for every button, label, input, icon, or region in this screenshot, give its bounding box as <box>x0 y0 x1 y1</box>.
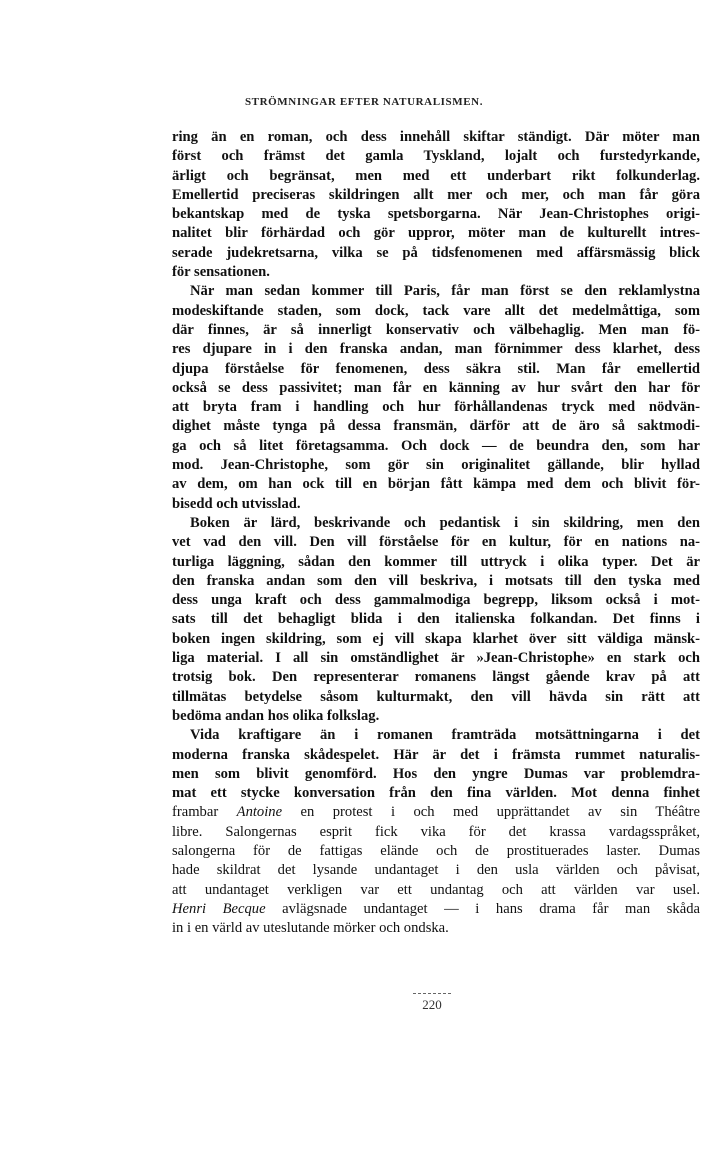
text-line: tillmätas betydelse såsom kulturmakt, den vill hävda sin rätt att <box>172 688 700 705</box>
text-line: Vida kraftigare än i romanen framträda motsättningarna i det <box>190 727 700 744</box>
text-line: liga material. I all sin omständlighet är »Jean-Christophe» en stark och <box>172 650 700 667</box>
page-number-rule <box>413 993 451 995</box>
text-line: den franska andan som den vill beskriva, i motsats till den tyska med <box>172 572 700 589</box>
text-line: vet vad den vill. Den vill förståelse för en kultur, för en nations na- <box>172 534 700 551</box>
page-number: 220 <box>422 997 442 1012</box>
text-segment: avlägsnade undantaget — i hans drama får man skåda <box>282 900 700 917</box>
text-line: salongerna för de fattigas elände och de prostituerades laster. Dumas <box>172 842 700 859</box>
running-head: STRÖMNINGAR EFTER NATURALISMEN. <box>244 96 484 108</box>
text-segment: frambar <box>172 804 219 821</box>
text-line: bedöma andan hos olika folkslag. <box>172 707 380 724</box>
text-line: av dem, om han ock till en början fått kämpa med dem och blivit för- <box>172 476 700 493</box>
text-line: boken ingen skildring, som ej vill skapa klarhet över sitt väldiga mänsk- <box>172 630 700 647</box>
text-line: När man sedan kommer till Paris, får man först se den reklamlystna <box>190 283 700 300</box>
text-line: dighet måste tynga på dessa fransmän, därför att de äro så saktmodi- <box>172 418 700 435</box>
text-line: att undantaget verkligen var ett undantag och att världen var usel. <box>172 881 700 898</box>
text-line: bekantskap med de tyska spetsborgarna. När Jean-Christophes origi- <box>172 206 700 223</box>
text-line: Emellertid preciseras skildringen allt mer och mer, och man får göra <box>172 186 700 203</box>
text-line: djupa förståelse för fenomenen, dess säkra stil. Man får emellertid <box>172 360 700 377</box>
text-line: serade judekretsarna, vilka se på tidsfenomenen med affärsmässig blick <box>172 244 700 261</box>
text-line: men som blivit genomförd. Hos den yngre Dumas var problemdra- <box>172 765 700 782</box>
text-line <box>172 803 700 822</box>
text-line: för sensationen. <box>172 264 270 281</box>
text-line: res djupare in i den franska andan, man förnimmer dess klarhet, dess <box>172 341 700 358</box>
text-line: nalitet blir förhärdad och gör uppror, möter man de kulturellt intres- <box>172 225 700 242</box>
text-line <box>172 900 700 919</box>
text-line: ring än en roman, och dess innehåll skiftar ständigt. Där möter man <box>172 129 700 145</box>
text-line: sats till det behagligt blida i den italienska folkandan. Det finns i <box>172 611 700 628</box>
text-line: mod. Jean-Christophe, som gör sin originalitet gällande, blir hyllad <box>172 457 700 474</box>
text-line: först och främst det gamla Tyskland, lojalt och furstedyrkande, <box>172 148 700 165</box>
text-line: där finnes, är så innerligt konservativ och välbehaglig. Men man fö- <box>172 321 700 338</box>
text-segment: en protest i och med upprättandet av sin Théâtre <box>300 804 700 821</box>
text-line: ärligt och begränsat, men med ett underbart rikt folkunderlag. <box>172 167 700 184</box>
text-line: in i en värld av uteslutande mörker och ondska. <box>172 920 449 937</box>
text-line: libre. Salongernas esprit fick vika för det krassa vardagsspråket, <box>172 823 700 840</box>
text-line: bisedd och utvisslad. <box>172 495 301 512</box>
text-line: också se dess passivitet; man får en känning av hur svårt den har för <box>172 379 700 396</box>
text-line: hade skildrat det lysande undantaget i den usla världen och påvisat, <box>172 862 700 879</box>
italic-name: Antoine <box>236 804 283 821</box>
text-line: dess unga kraft och dess gammalmodiga begrepp, liksom också i mot- <box>172 592 700 609</box>
text-line: att bryta fram i handling och hur förhållandenas tryck med nödvän- <box>172 399 700 416</box>
text-line: Boken är lärd, beskrivande och pedantisk i sin skildring, men den <box>190 514 700 531</box>
text-line: moderna franska skådespelet. Här är det i främsta rummet naturalis- <box>172 746 700 763</box>
text-line: ga och så litet företagsamma. Och dock — de beundra den, som har <box>172 437 700 454</box>
body-text <box>172 128 700 938</box>
text-line: trotsig bok. Den representerar romanens längst gående krav på att <box>172 669 700 686</box>
text-line: mat ett stycke konversation från den fina världen. Mot denna finhet <box>172 785 700 802</box>
italic-name: Henri Becque <box>172 900 266 917</box>
text-line: turliga läggning, sådan den kommer till uttryck i olika typer. Det är <box>172 553 700 570</box>
text-line: modeskiftande staden, som dock, tack vare allt det medelmåttiga, som <box>172 302 700 319</box>
